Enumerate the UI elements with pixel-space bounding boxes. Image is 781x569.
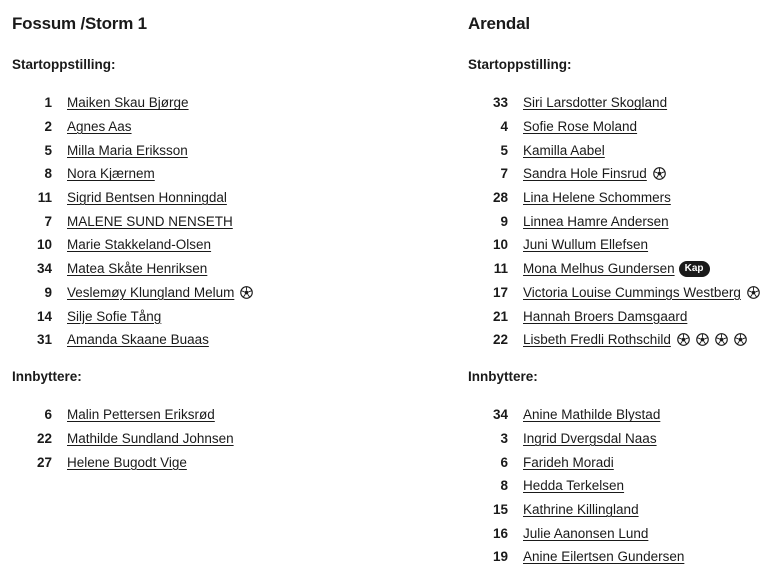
player-name-link[interactable]: Hannah Broers Damsgaard xyxy=(523,308,688,324)
player-row xyxy=(468,281,760,305)
player-number: 19 xyxy=(492,549,508,565)
player-number: 28 xyxy=(492,190,508,206)
player-name-link[interactable]: Marie Stakkeland-Olsen xyxy=(67,237,212,253)
player-name-link[interactable]: Anine Eilertsen Gundersen xyxy=(523,549,685,565)
player-row xyxy=(468,498,684,522)
player-name-link[interactable]: Kathrine Killingland xyxy=(523,502,639,518)
player-row xyxy=(468,545,684,569)
player-number: 5 xyxy=(44,142,52,158)
player-number: 27 xyxy=(36,454,52,470)
soccer-ball-icon xyxy=(653,167,666,180)
player-name-link[interactable]: Matea Skåte Henriksen xyxy=(67,261,208,277)
player-name-link[interactable]: Amanda Skaane Buaas xyxy=(67,332,209,348)
player-name-link[interactable]: Silje Sofie Tång xyxy=(67,308,162,324)
soccer-ball-icon xyxy=(747,286,760,299)
soccer-ball-icon xyxy=(715,333,728,346)
player-number: 14 xyxy=(36,308,52,324)
player-name-link[interactable]: Siri Larsdotter Skogland xyxy=(523,95,668,111)
home-subs-list xyxy=(12,403,234,474)
away-starters-list xyxy=(468,91,760,352)
away-subs-heading: Innbyttere: xyxy=(468,369,538,384)
soccer-ball-icon xyxy=(240,286,253,299)
player-number: 34 xyxy=(492,407,508,423)
player-number: 6 xyxy=(44,407,52,423)
player-row xyxy=(12,91,253,115)
player-row xyxy=(12,304,253,328)
home-team-name: Fossum /Storm 1 xyxy=(12,14,147,33)
player-number: 1 xyxy=(44,95,52,111)
home-subs-heading: Innbyttere: xyxy=(12,369,82,384)
player-number: 11 xyxy=(37,190,52,206)
player-row xyxy=(468,304,760,328)
player-name-link[interactable]: Linnea Hamre Andersen xyxy=(523,213,669,229)
player-row xyxy=(12,233,253,257)
player-number: 10 xyxy=(36,237,52,253)
player-name-link[interactable]: Mathilde Sundland Johnsen xyxy=(67,431,234,447)
player-name-link[interactable]: Julie Aanonsen Lund xyxy=(523,525,649,541)
player-number: 7 xyxy=(500,166,508,182)
player-row xyxy=(468,521,684,545)
player-name-link[interactable]: Nora Kjærnem xyxy=(67,166,155,182)
soccer-ball-icon xyxy=(734,333,747,346)
player-row xyxy=(12,403,234,427)
away-starters-heading: Startoppstilling: xyxy=(468,57,572,72)
player-name-link[interactable]: Lina Helene Schommers xyxy=(523,190,671,206)
player-number: 5 xyxy=(500,142,508,158)
player-number: 21 xyxy=(492,308,508,324)
player-row xyxy=(12,281,253,305)
player-row xyxy=(12,115,253,139)
player-number: 9 xyxy=(44,284,52,300)
player-row xyxy=(468,427,684,451)
player-name-link[interactable]: Ingrid Dvergsdal Naas xyxy=(523,431,657,447)
player-number: 33 xyxy=(492,95,508,111)
player-row xyxy=(468,115,760,139)
player-row xyxy=(12,328,253,352)
player-name-link[interactable]: Malin Pettersen Eriksrød xyxy=(67,407,215,423)
away-team-name: Arendal xyxy=(468,14,530,33)
captain-badge: Kap xyxy=(679,261,710,277)
player-row xyxy=(468,162,760,186)
player-number: 10 xyxy=(492,237,508,253)
player-number: 9 xyxy=(500,213,508,229)
player-number: 22 xyxy=(36,431,52,447)
player-number: 4 xyxy=(500,119,508,135)
player-name-link[interactable]: Sigrid Bentsen Honningdal xyxy=(67,190,227,206)
player-number: 8 xyxy=(44,166,52,182)
player-number: 8 xyxy=(500,478,508,494)
player-row xyxy=(468,328,760,352)
player-number: 31 xyxy=(36,332,52,348)
player-name-link[interactable]: Sofie Rose Moland xyxy=(523,119,638,135)
player-number: 7 xyxy=(44,213,52,229)
player-row xyxy=(468,186,760,210)
soccer-ball-icon xyxy=(696,333,709,346)
player-name-link[interactable]: Veslemøy Klungland Melum xyxy=(67,284,235,300)
player-row xyxy=(12,450,234,474)
player-name-link[interactable]: Lisbeth Fredli Rothschild xyxy=(523,332,671,348)
player-row xyxy=(468,209,760,233)
player-number: 2 xyxy=(44,119,52,135)
home-starters-heading: Startoppstilling: xyxy=(12,57,116,72)
player-row xyxy=(12,138,253,162)
player-name-link[interactable]: Hedda Terkelsen xyxy=(523,478,625,494)
player-row xyxy=(12,186,253,210)
player-number: 16 xyxy=(492,525,508,541)
away-subs-list xyxy=(468,403,684,569)
player-row xyxy=(468,474,684,498)
player-name-link[interactable]: Agnes Aas xyxy=(67,119,132,135)
player-number: 3 xyxy=(500,431,508,447)
player-row xyxy=(468,138,760,162)
player-row xyxy=(468,233,760,257)
player-name-link[interactable]: MALENE SUND NENSETH xyxy=(67,213,233,229)
player-row xyxy=(12,209,253,233)
player-name-link[interactable]: Victoria Louise Cummings Westberg xyxy=(523,284,741,300)
player-number: 22 xyxy=(492,332,508,348)
home-starters-list xyxy=(12,91,253,352)
player-name-link[interactable]: Kamilla Aabel xyxy=(523,142,605,158)
player-row xyxy=(468,450,684,474)
player-row xyxy=(468,91,760,115)
player-name-link[interactable]: Farideh Moradi xyxy=(523,454,614,470)
player-name-link[interactable]: Sandra Hole Finsrud xyxy=(523,166,647,182)
player-row xyxy=(12,162,253,186)
player-number: 34 xyxy=(36,261,52,277)
player-name-link[interactable]: Helene Bugodt Vige xyxy=(67,454,187,470)
player-row xyxy=(12,427,234,451)
soccer-ball-icon xyxy=(677,333,690,346)
player-number: 6 xyxy=(500,454,508,470)
player-row xyxy=(468,257,760,281)
player-number: 15 xyxy=(492,502,508,518)
player-name-link[interactable]: Maiken Skau Bjørge xyxy=(67,95,189,111)
player-row xyxy=(12,257,253,281)
player-name-link[interactable]: Mona Melhus Gundersen xyxy=(523,261,675,277)
player-row xyxy=(468,403,684,427)
player-number: 17 xyxy=(492,284,508,300)
player-name-link[interactable]: Milla Maria Eriksson xyxy=(67,142,188,158)
player-name-link[interactable]: Juni Wullum Ellefsen xyxy=(523,237,649,253)
player-number: 11 xyxy=(493,261,508,277)
player-name-link[interactable]: Anine Mathilde Blystad xyxy=(523,407,661,423)
